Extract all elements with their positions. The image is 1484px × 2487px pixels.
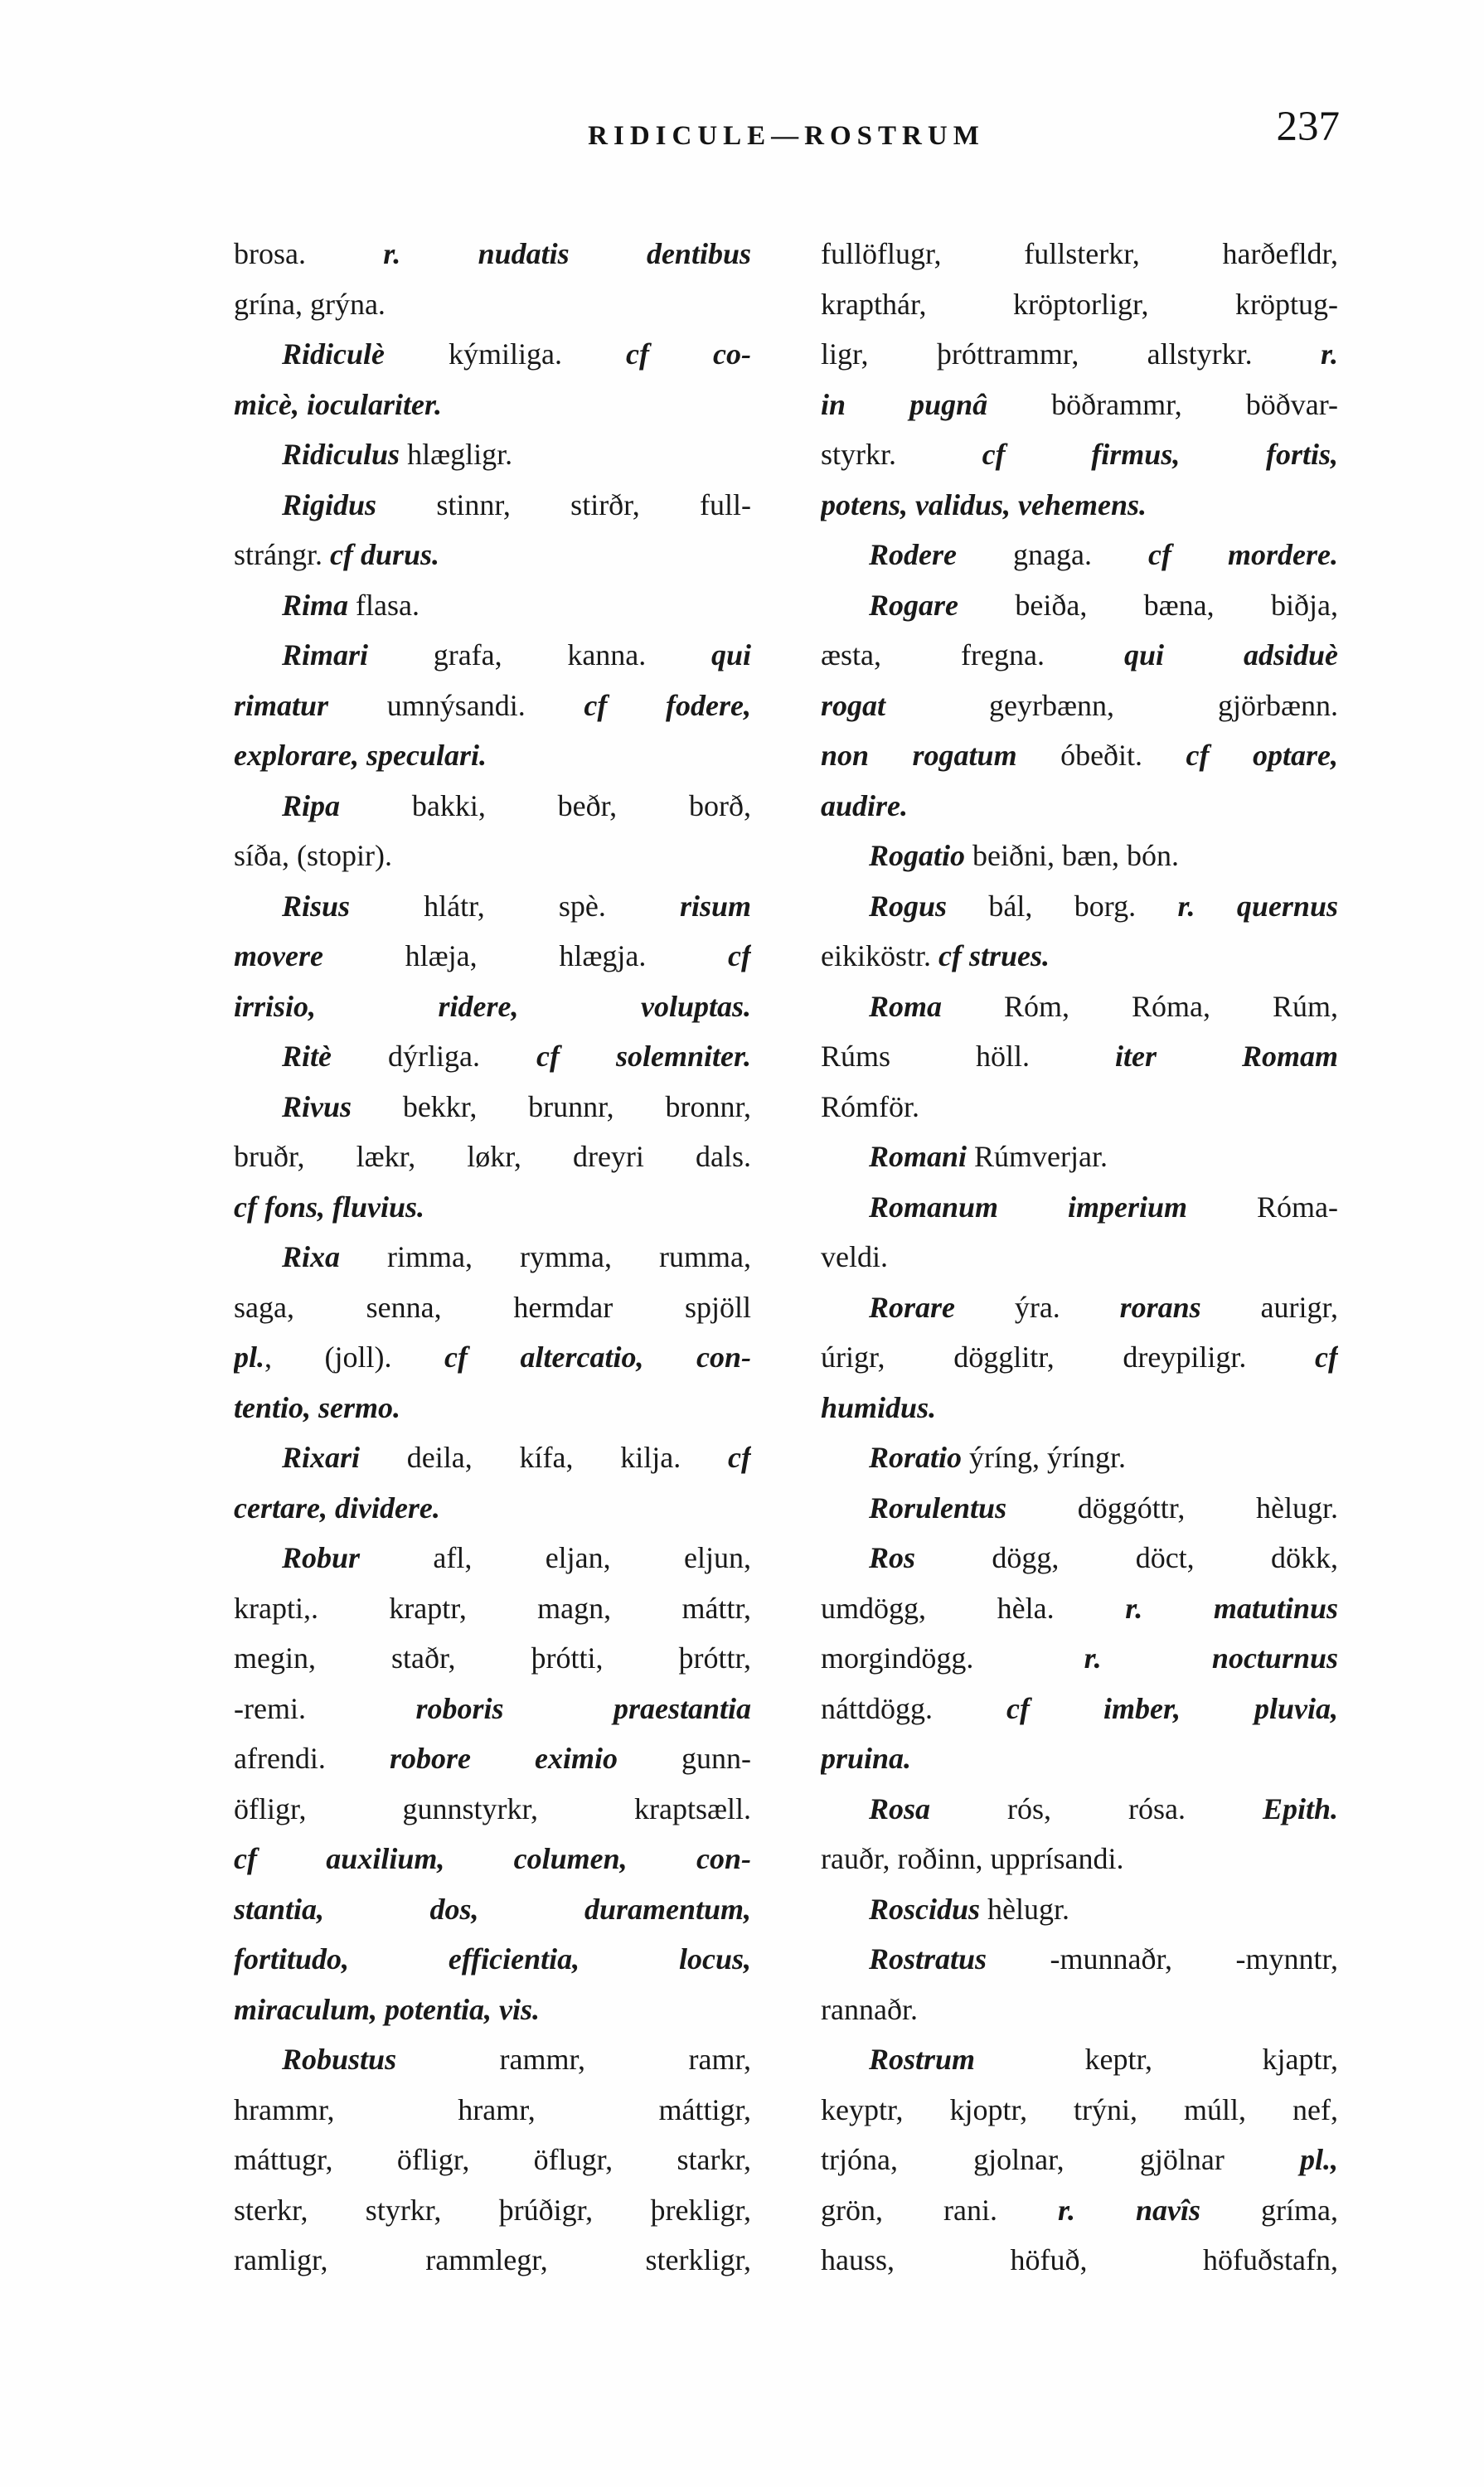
icelandic-text: böðrammr, böðvar- — [987, 387, 1338, 421]
text-line — [234, 329, 751, 380]
text-line — [821, 1733, 1338, 1784]
latin-text: iter Romam — [1115, 1040, 1338, 1073]
latin-text: risum — [679, 889, 751, 923]
latin-text: cf — [728, 1441, 751, 1474]
latin-text: qui — [710, 638, 751, 671]
icelandic-text: beiða, bæna, biðja, — [958, 588, 1338, 622]
latin-text: Rostratus — [869, 1942, 987, 1976]
latin-text: Romani — [869, 1140, 968, 1173]
latin-text: cf imber, pluvia, — [1006, 1691, 1338, 1725]
text-line — [821, 1483, 1338, 1534]
icelandic-text: grafa, kanna. — [368, 638, 711, 671]
latin-text: tentio, sermo. — [234, 1390, 401, 1424]
text-line — [234, 1232, 751, 1282]
text-line — [234, 982, 751, 1032]
text-line — [821, 781, 1338, 831]
icelandic-text: krapti,. kraptr, magn, máttr, — [234, 1591, 751, 1625]
text-line — [234, 2135, 751, 2185]
icelandic-text: Róma- — [1187, 1190, 1338, 1224]
latin-text: cf fons, fluvius. — [234, 1190, 425, 1224]
text-line — [821, 380, 1338, 430]
icelandic-text: hrammr, hramr, máttigr, — [234, 2092, 751, 2126]
latin-text: r. nocturnus — [1084, 1641, 1338, 1675]
text-line — [821, 982, 1338, 1032]
latin-text: Rodere — [869, 538, 957, 571]
latin-text: stantia, dos, duramentum, — [234, 1892, 751, 1926]
text-line — [234, 831, 751, 881]
text-line — [234, 1633, 751, 1684]
icelandic-text: umdögg, hèla. — [821, 1591, 1126, 1625]
latin-text: Roma — [869, 989, 943, 1023]
icelandic-text: Rómför. — [821, 1089, 920, 1123]
icelandic-text: afrendi. — [234, 1742, 390, 1775]
text-line — [821, 681, 1338, 731]
text-line — [234, 781, 751, 831]
latin-text: qui adsiduè — [1123, 638, 1338, 671]
text-line — [821, 831, 1338, 881]
text-line — [234, 2185, 751, 2236]
latin-text: cf fodere, — [584, 688, 751, 722]
latin-text: cf solemniter. — [536, 1040, 751, 1073]
icelandic-text: ligr, þróttrammr, allstyrkr. — [821, 337, 1321, 371]
icelandic-text: eikiköstr. — [821, 939, 938, 972]
latin-text: cf strues. — [938, 939, 1050, 972]
latin-text: rimatur — [234, 688, 329, 722]
icelandic-text: Róm, Róma, Rúm, — [942, 989, 1338, 1023]
text-line — [821, 1633, 1338, 1684]
icelandic-text: bakki, beðr, borð, — [340, 788, 751, 822]
latin-text: r. quernus — [1177, 889, 1338, 923]
text-line — [234, 580, 751, 631]
icelandic-text: dýrliga. — [332, 1040, 536, 1073]
text-line — [821, 1533, 1338, 1583]
icelandic-text: óbeðit. — [1016, 739, 1186, 772]
latin-text: humidus. — [821, 1390, 937, 1424]
page-header-title: RIDICULE—ROSTRUM — [588, 121, 985, 151]
latin-text: r. matutinus — [1125, 1591, 1338, 1625]
icelandic-text: hlátr, spè. — [350, 889, 680, 923]
text-line — [821, 1082, 1338, 1132]
text-line — [821, 1433, 1338, 1483]
text-line — [821, 931, 1338, 982]
icelandic-text: , (joll). — [264, 1340, 445, 1374]
text-line — [821, 1934, 1338, 1985]
text-line — [234, 1834, 751, 1884]
icelandic-text: fullöflugr, fullsterkr, harðefldr, — [821, 237, 1338, 270]
latin-text: cf — [728, 939, 751, 972]
icelandic-text: gnaga. — [956, 538, 1149, 571]
text-line — [821, 2135, 1338, 2185]
text-line — [821, 1282, 1338, 1333]
text-line — [234, 1684, 751, 1734]
icelandic-text: gríma, — [1200, 2193, 1338, 2227]
icelandic-text: kýmiliga. — [385, 337, 627, 371]
icelandic-text: ýríng, ýríngr. — [962, 1441, 1127, 1474]
text-line — [234, 530, 751, 580]
icelandic-text: rammr, ramr, — [396, 2043, 751, 2076]
icelandic-text: krapthár, kröptorligr, kröptug- — [821, 287, 1338, 321]
text-line — [821, 2185, 1338, 2236]
latin-text: Ridiculè — [282, 337, 385, 371]
latin-text: Rorulentus — [869, 1491, 1007, 1525]
latin-text: movere — [234, 939, 323, 972]
text-line — [821, 2085, 1338, 2136]
text-line — [821, 580, 1338, 631]
text-line — [821, 1232, 1338, 1282]
icelandic-text: grön, rani. — [821, 2193, 1058, 2227]
text-line — [821, 429, 1338, 480]
icelandic-text: veldi. — [821, 1240, 888, 1273]
icelandic-text: hauss, höfuð, höfuðstafn, — [821, 2243, 1338, 2276]
text-line — [234, 2034, 751, 2085]
icelandic-text: aurigr, — [1200, 1290, 1338, 1324]
text-line — [234, 429, 751, 480]
latin-text: robore eximio — [389, 1742, 618, 1775]
icelandic-text: döggóttr, hèlugr. — [1006, 1491, 1338, 1525]
text-line — [821, 1985, 1338, 2035]
latin-text: Rimari — [282, 638, 369, 671]
latin-text: r. — [1320, 337, 1338, 371]
text-line — [821, 881, 1338, 932]
latin-text: pl. — [234, 1340, 265, 1374]
text-line — [821, 1583, 1338, 1634]
text-line — [821, 1684, 1338, 1734]
page-number: 237 — [1276, 104, 1340, 150]
icelandic-text: rimma, rymma, rumma, — [340, 1240, 751, 1273]
latin-text: rogat — [821, 688, 886, 722]
icelandic-text: rós, rósa. — [930, 1791, 1263, 1825]
latin-text: r. nudatis dentibus — [383, 237, 751, 270]
icelandic-text: Rúms höll. — [821, 1040, 1115, 1073]
text-line — [821, 279, 1338, 330]
text-line — [234, 1934, 751, 1985]
icelandic-text: stinnr, stirðr, full- — [376, 487, 751, 521]
latin-text: Rigidus — [282, 487, 377, 521]
icelandic-text: bruðr, lækr, løkr, dreyri dals. — [234, 1140, 751, 1173]
icelandic-text: strángr. — [234, 538, 330, 571]
icelandic-text: úrigr, dögglitr, dreypiligr. — [821, 1340, 1316, 1374]
text-line — [821, 329, 1338, 380]
icelandic-text: ýra. — [955, 1290, 1120, 1324]
icelandic-text: deila, kífa, kilja. — [360, 1441, 729, 1474]
text-line — [234, 1082, 751, 1132]
latin-text: Rosa — [869, 1791, 931, 1825]
latin-text: Robur — [282, 1541, 361, 1574]
text-line — [234, 630, 751, 681]
latin-text: in pugnâ — [821, 387, 988, 421]
icelandic-text: ramligr, rammlegr, sterkligr, — [234, 2243, 751, 2276]
icelandic-text: rauðr, roðinn, upprísandi. — [821, 1842, 1124, 1875]
icelandic-text: síða, (stopir). — [234, 839, 392, 872]
text-line — [234, 1383, 751, 1433]
text-line — [234, 480, 751, 531]
latin-text: r. navîs — [1057, 2193, 1201, 2227]
icelandic-text: hlæja, hlægja. — [323, 939, 729, 972]
text-line — [234, 279, 751, 330]
text-line — [234, 1884, 751, 1935]
icelandic-text: geyrbænn, gjörbænn. — [885, 688, 1338, 722]
right-column — [821, 229, 1338, 2286]
latin-text: cf altercatio, con- — [444, 1340, 751, 1374]
latin-text: micè, ioculariter. — [234, 387, 442, 421]
icelandic-text: saga, senna, hermdar spjöll — [234, 1290, 751, 1324]
latin-text: Rogare — [869, 588, 958, 622]
text-line — [234, 1433, 751, 1483]
icelandic-text: öfligr, gunnstyrkr, kraptsæll. — [234, 1791, 751, 1825]
latin-text: Ripa — [282, 788, 341, 822]
text-line — [821, 1132, 1338, 1182]
latin-text: Rorare — [869, 1290, 956, 1324]
text-line — [234, 380, 751, 430]
icelandic-text: bál, borg. — [947, 889, 1178, 923]
icelandic-text: afl, eljan, eljun, — [360, 1541, 751, 1574]
icelandic-text: Rúmverjar. — [967, 1140, 1108, 1173]
icelandic-text: styrkr. — [821, 438, 982, 471]
icelandic-text: -remi. — [234, 1691, 416, 1725]
latin-text: Rostrum — [869, 2043, 976, 2076]
latin-text: non rogatum — [821, 739, 1017, 772]
icelandic-text: dögg, döct, dökk, — [915, 1541, 1338, 1574]
left-column — [234, 229, 751, 2286]
text-line — [234, 229, 751, 279]
latin-text: cf mordere. — [1148, 538, 1338, 571]
text-line — [234, 1182, 751, 1233]
latin-text: roboris praestantia — [415, 1691, 751, 1725]
latin-text: Roscidus — [869, 1892, 981, 1926]
icelandic-text: máttugr, öfligr, öflugr, starkr, — [234, 2143, 751, 2176]
text-line — [234, 1282, 751, 1333]
text-line — [821, 730, 1338, 781]
latin-text: Rogus — [869, 889, 948, 923]
latin-text: cf optare, — [1186, 739, 1338, 772]
icelandic-text: grína, grýna. — [234, 287, 386, 321]
latin-text: Risus — [282, 889, 351, 923]
latin-text: cf auxilium, columen, con- — [234, 1842, 751, 1875]
text-line — [821, 1884, 1338, 1935]
latin-text: Epith. — [1262, 1791, 1338, 1825]
latin-text: pruina. — [821, 1742, 912, 1775]
text-line — [821, 1834, 1338, 1884]
icelandic-text: rannaðr. — [821, 1992, 918, 2026]
text-line — [234, 1533, 751, 1583]
text-line — [821, 1383, 1338, 1433]
latin-text: Romanum imperium — [869, 1190, 1188, 1224]
icelandic-text: æsta, fregna. — [821, 638, 1124, 671]
latin-text: certare, dividere. — [234, 1491, 440, 1525]
icelandic-text: keptr, kjaptr, — [975, 2043, 1338, 2076]
text-line — [234, 1985, 751, 2035]
text-line — [234, 2085, 751, 2136]
text-line — [234, 881, 751, 932]
latin-text: audire. — [821, 788, 909, 822]
icelandic-text: bekkr, brunnr, bronnr, — [352, 1089, 751, 1123]
latin-text: Rivus — [282, 1089, 352, 1123]
text-line — [821, 229, 1338, 279]
latin-text: explorare, speculari. — [234, 739, 487, 772]
text-line — [821, 1332, 1338, 1383]
text-line — [821, 2235, 1338, 2286]
latin-text: pl., — [1299, 2143, 1338, 2176]
icelandic-text: gunn- — [617, 1742, 751, 1775]
latin-text: rorans — [1119, 1290, 1201, 1324]
text-line — [821, 530, 1338, 580]
latin-text: miraculum, potentia, vis. — [234, 1992, 541, 2026]
text-line — [234, 931, 751, 982]
latin-text: Ritè — [282, 1040, 332, 1073]
text-line — [234, 1784, 751, 1835]
text-line — [234, 681, 751, 731]
latin-text: cf durus. — [329, 538, 440, 571]
icelandic-text: hèlugr. — [980, 1892, 1070, 1926]
text-line — [234, 1583, 751, 1634]
icelandic-text: hlægligr. — [400, 438, 513, 471]
icelandic-text: trjóna, gjolnar, gjölnar — [821, 2143, 1300, 2176]
text-line — [821, 1182, 1338, 1233]
latin-text: Ridiculus — [282, 438, 400, 471]
text-line — [234, 1733, 751, 1784]
latin-text: cf co- — [626, 337, 751, 371]
icelandic-text: keyptr, kjoptr, trýni, múll, nef, — [821, 2092, 1338, 2126]
text-line — [234, 1332, 751, 1383]
icelandic-text: sterkr, styrkr, þrúðigr, þrekligr, — [234, 2193, 751, 2227]
icelandic-text: náttdögg. — [821, 1691, 1006, 1725]
latin-text: irrisio, ridere, voluptas. — [234, 989, 751, 1023]
icelandic-text: morgindögg. — [821, 1641, 1084, 1675]
latin-text: Rixa — [282, 1240, 341, 1273]
icelandic-text: flasa. — [348, 588, 419, 622]
latin-text: fortitudo, efficientia, locus, — [234, 1942, 751, 1976]
text-line — [821, 480, 1338, 531]
icelandic-text: beiðni, bæn, bón. — [965, 839, 1180, 872]
text-line — [821, 2034, 1338, 2085]
latin-text: Roratio — [869, 1441, 963, 1474]
text-line — [821, 630, 1338, 681]
text-line — [234, 2235, 751, 2286]
latin-text: potens, validus, vehemens. — [821, 487, 1147, 521]
icelandic-text: brosa. — [234, 237, 384, 270]
text-line — [234, 1483, 751, 1534]
latin-text: Ros — [869, 1541, 916, 1574]
text-line — [234, 1031, 751, 1082]
latin-text: cf firmus, fortis, — [982, 438, 1338, 471]
latin-text: cf — [1315, 1340, 1338, 1374]
icelandic-text: megin, staðr, þrótti, þróttr, — [234, 1641, 751, 1675]
text-line — [821, 1031, 1338, 1082]
text-columns — [234, 229, 1338, 2286]
latin-text: Robustus — [282, 2043, 397, 2076]
latin-text: Rima — [282, 588, 349, 622]
icelandic-text: -munnaðr, -mynntr, — [987, 1942, 1338, 1976]
latin-text: Rixari — [282, 1441, 361, 1474]
text-line — [234, 730, 751, 781]
latin-text: Rogatio — [869, 839, 966, 872]
icelandic-text: umnýsandi. — [328, 688, 584, 722]
text-line — [234, 1132, 751, 1182]
text-line — [821, 1784, 1338, 1835]
